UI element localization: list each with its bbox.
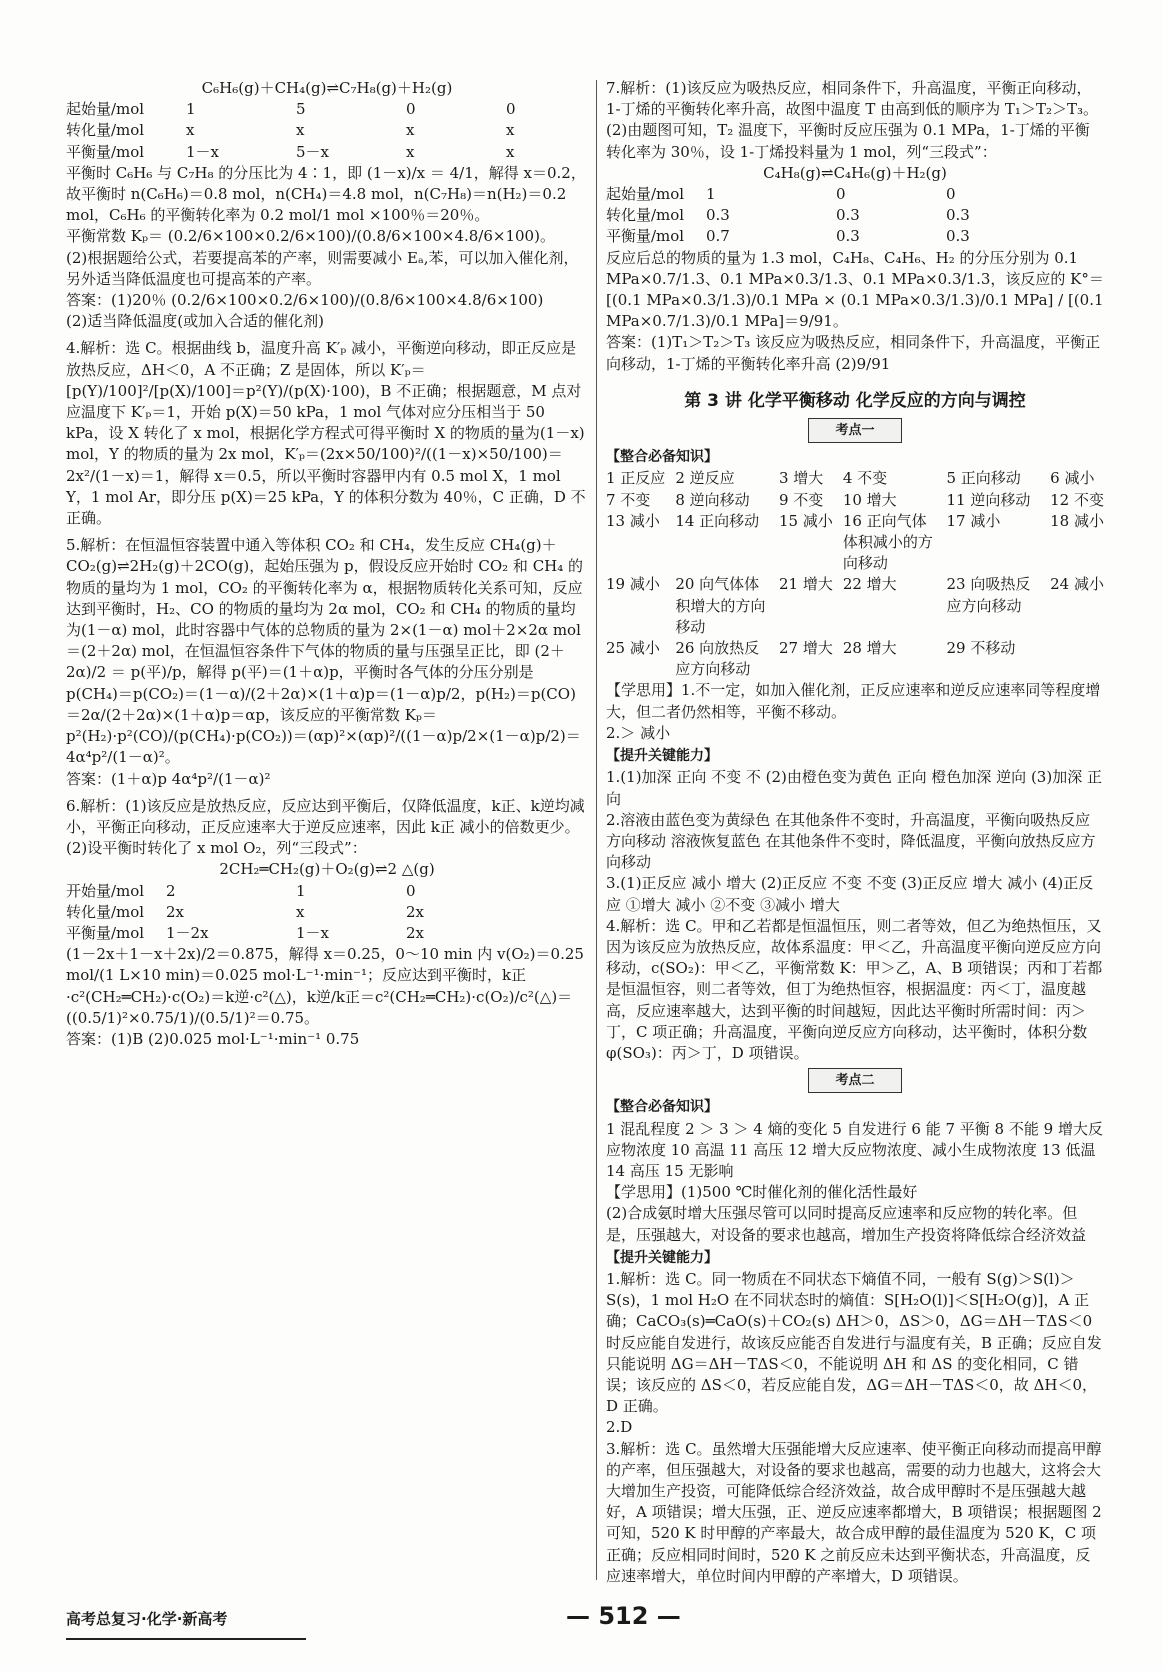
footer-title: 高考总复习·化学·新高考 xyxy=(66,1610,228,1628)
question-6-part3: (1－2x＋1－x＋2x)/2＝0.875，解得 x＝0.25，0～10 min 内 v(O₂)＝0.25 mol/(1 L×10 min)＝0.025 mol·L⁻¹·min⁻¹；反应达到平衡时，k正·c²(CH₂═CH₂)·c(O₂)＝k逆·c²(△)，k逆/k正＝c²(CH₂═CH₂)·c(O₂)/c²(△)＝((0.5/1)²×0.75/1)/(0.5/1)²＝0.75。 xyxy=(66,945,584,1027)
table-cell: x xyxy=(506,121,515,140)
three-stage-table-6 xyxy=(66,881,588,945)
table-cell: 0.3 xyxy=(946,206,970,225)
table-cell: 2 xyxy=(166,881,176,900)
table-cell: 平衡量/mol xyxy=(66,923,145,942)
knowledge-blank-item: 12 不变 xyxy=(1050,490,1104,509)
table-cell: 0 xyxy=(836,185,846,204)
question-7-part3: 反应后总的物质的量为 1.3 mol，C₄H₈、C₄H₆、H₂ 的分压分别为 0.1 MPa×0.7/1.3、0.1 MPa×0.3/1.3、0.1 MPa×0.3/1.3，该反应的 K°＝[(0.1 MPa×0.3/1.3)/0.1 MPa × (0.1 MPa×0.3/1.3)/0.1 MPa] / [(0.1 MPa×0.7/1.3)/0.1 MPa]＝9/91。 xyxy=(606,248,1104,331)
ability-1: 1.(1)加深 正向 不变 不 (2)由橙色变为黄色 正向 橙色加深 逆向 (3)加深 正向 xyxy=(606,768,1102,808)
knowledge-blank-item: 29 不移动 xyxy=(946,639,1016,658)
knowledge-blank-item: 19 减小 xyxy=(606,575,660,594)
table-cell: 平衡量/mol xyxy=(606,227,685,246)
knowledge-blank-item: 3 增大 xyxy=(778,469,824,488)
table-cell: 1－x xyxy=(296,923,330,942)
knowledge-blank-item: 15 减小 xyxy=(778,511,833,530)
table-cell: 1 xyxy=(296,881,306,900)
question-6-part2: (2)设平衡时转化了 x mol O₂，列“三段式”： xyxy=(66,839,367,858)
section-ability-2: 【提升关键能力】 xyxy=(606,1249,718,1266)
answer-5: 答案：(1＋α)p 4α⁴p²/(1－α)² xyxy=(66,769,271,788)
table-cell: 1－2x xyxy=(166,923,209,942)
footer-rule xyxy=(66,1638,306,1640)
section-knowledge-1: 【整合必备知识】 xyxy=(606,449,718,466)
knowledge-blank-item: 24 减小 xyxy=(1050,575,1104,594)
kaodian-1-badge: 考点一 xyxy=(808,418,902,443)
knowledge-blank-item: 1 正反应 xyxy=(606,469,666,488)
answer-3a: 答案：(1)20％ (0.2/6×100×0.2/6×100)/(0.8/6×100×4.8/6×100) xyxy=(66,291,544,310)
knowledge-blank-item: 21 增大 xyxy=(778,575,833,594)
knowledge-blank-item: 14 正向移动 xyxy=(675,511,760,530)
knowledge-blank-item: 7 不变 xyxy=(606,490,651,509)
table-cell: 0.3 xyxy=(946,227,970,246)
xuesiyong-4: (2)合成氨时增大压强尽管可以同时提高反应速率和反应物的转化率。但是，压强越大，对设备的要求也越高，增加生产投资将降低综合经济效益 xyxy=(606,1204,1087,1244)
xuesiyong-1: 【学思用】1.不一定，如加入催化剂，正反应速率和逆反应速率同等程度增大，但二者仍然相等，平衡不移动。 xyxy=(606,681,1101,721)
ability-2-1: 1.解析：选 C。同一物质在不同状态下熵值不同，一般有 S(g)＞S(l)＞S(s)，1 mol H₂O 在不同状态时的熵值：S[H₂O(l)]＜S[H₂O(g)]，A 正确；CaCO₃(s)═CaO(s)＋CO₂(s) ΔH＞0，ΔS＞0，ΔG＝ΔH－TΔS＜0 时反应能自发进行，故该反应能否自发进行与温度有关，B 正确；反应自发只能说明 ΔG＝ΔH－TΔS＜0，不能说明 ΔH 和 ΔS 的变化相同，C 错误；该反应的 ΔS＜0，若反应能自发，ΔG＝ΔH－TΔS＜0，故 ΔH＜0，D 正确。 xyxy=(606,1269,1102,1416)
answer-3b: (2)适当降低温度(或加入合适的催化剂) xyxy=(66,312,324,331)
section-knowledge-2: 【整合必备知识】 xyxy=(606,1099,718,1116)
table-cell: 2x xyxy=(406,923,425,942)
three-stage-table-1 xyxy=(66,99,588,163)
knowledge-blank-item: 23 向吸热反应方向移动 xyxy=(946,575,1031,615)
table-cell: x xyxy=(296,902,305,921)
paragraph-partial-pressure: 平衡时 C₆H₆ 与 C₇H₈ 的分压比为 4∶1，即 (1－x)/x ＝ 4/1，解得 x＝0.2，故平衡时 n(C₆H₆)＝0.8 mol，n(CH₄)＝4.8 mol，n(C₇H₈)＝n(H₂)＝0.2 mol，C₆H₆ 的平衡转化率为 0.2 mol/1 mol ×100％＝20％。 xyxy=(66,163,586,225)
section-ability-1: 【提升关键能力】 xyxy=(606,748,718,765)
table-cell: 0 xyxy=(506,100,516,119)
table-cell: x xyxy=(406,121,415,140)
table-cell: 0 xyxy=(406,100,416,119)
ability-2-3: 3.解析：选 C。虽然增大压强能增大反应速率、使平衡正向移动而提高甲醇的产率，但压强越大，对设备的要求也越高，需要的动力也越大，这将会大大增加生产投资，可能降低综合经济效益，故合成甲醇时不是压强越大越好，A 项错误；增大压强，正、逆反应速率都增大，B 项错误；根据题图 2 可知，520 K 时甲醇的产率最大，故合成甲醇的最佳温度为 520 K，C 项正确；反应相同时间时，520 K 之前反应未达到平衡状态，升高温度，反应速率增大，单位时间内甲醇的产率增大，D 项错误。 xyxy=(606,1439,1102,1585)
xuesiyong-3: 【学思用】(1)500 ℃时催化剂的催化活性最好 xyxy=(606,1183,918,1202)
table-cell: x xyxy=(506,142,515,161)
reaction-equation-1: C₆H₆(g)＋CH₄(g)⇌C₇H₈(g)＋H₂(g) xyxy=(201,79,453,97)
table-cell: x xyxy=(296,121,305,140)
knowledge-blank-item: 17 减小 xyxy=(946,511,1001,530)
table-cell: 0.3 xyxy=(836,206,860,225)
knowledge-blank-item: 22 增大 xyxy=(842,575,897,594)
answer-6: 答案：(1)B (2)0.025 mol·L⁻¹·min⁻¹ 0.75 xyxy=(66,1029,360,1048)
knowledge-blank-item: 8 逆向移动 xyxy=(675,490,750,509)
question-7-part1: 7.解析：(1)该反应为吸热反应，相同条件下，升高温度，平衡正向移动，1-丁烯的平衡转化率升高，故图中温度 T 由高到低的顺序为 T₁＞T₂＞T₃。 xyxy=(606,79,1098,119)
knowledge-blank-item: 18 减小 xyxy=(1050,511,1104,530)
question-6-part1: 6.解析：(1)该反应是放热反应，反应达到平衡后，仅降低温度，k正、k逆均减小，平衡正向移动，正反应速率大于逆反应速率，因此 k正 减小的倍数更少。 xyxy=(66,796,585,836)
question-7-part2: (2)由题图可知，T₂ 温度下，平衡时反应压强为 0.1 MPa，1-丁烯的平衡转化率为 30％，设 1-丁烯投料量为 1 mol，列“三段式”： xyxy=(606,121,1090,161)
table-cell: 1－x xyxy=(186,142,220,161)
knowledge-blank-item: 4 不变 xyxy=(842,469,888,488)
knowledge-blank-item: 13 减小 xyxy=(606,511,660,530)
question-4-analysis: 4.解析：选 C。根据曲线 b，温度升高 K′ₚ 减小，平衡逆向移动，即正反应是放热反应，ΔH＜0，A 不正确；Z 是固体，所以 K′ₚ＝[p(Y)/100]²/[p(X)/100]＝p²(Y)/(p(X)·100)，B 不正确；根据题意，M 点对应温度下 K′ₚ＝1，开始 p(X)＝50 kPa，1 mol 气体对应分压相当于 50 kPa，设 X 转化了 x mol，根据化学方程式可得平衡时 X 的物质的量为(1－x) mol，Y 的物质的量为 2x mol，K′ₚ＝(2x×50/100)²/((1－x)×50/100)＝2x²/(1－x)＝1，解得 x＝0.5，所以平衡时容器甲内有 0.5 mol X，1 mol Y，1 mol Ar，即分压 p(X)＝25 kPa，Y 的体积分数为 40％，C 正确，D 不正确。 xyxy=(66,339,586,528)
table-cell: 转化量/mol xyxy=(66,121,145,140)
table-cell: 起始量/mol xyxy=(66,100,145,119)
table-cell: 0 xyxy=(406,881,416,900)
ability-3: 3.(1)正反应 减小 增大 (2)正反应 不变 不变 (3)正反应 增大 减小 (4)正反应 ①增大 减小 ②不变 ③减小 增大 xyxy=(606,874,1094,914)
answer-7: 答案：(1)T₁＞T₂＞T₃ 该反应为吸热反应，相同条件下，升高温度，平衡正向移动，1-丁烯的平衡转化率升高 (2)9/91 xyxy=(606,333,1101,373)
knowledge-blank-item: 27 增大 xyxy=(778,639,833,658)
knowledge-blank-item: 25 减小 xyxy=(606,639,660,658)
table-cell: 平衡量/mol xyxy=(66,142,145,161)
knowledge-blanks-2: 1 混乱程度 2 ＞ 3 ＞ 4 熵的变化 5 自发进行 6 能 7 平衡 8 不能 9 增大反应物浓度 10 高温 11 高压 12 增大反应物浓度、减小生成物浓度 13 低温 14 高压 15 无影响 xyxy=(606,1119,1103,1180)
table-cell: 1 xyxy=(186,100,196,119)
three-stage-table-7 xyxy=(606,184,1104,248)
reaction-equation-7: C₄H₈(g)⇌C₄H₆(g)＋H₂(g) xyxy=(763,163,947,182)
table-cell: 0.3 xyxy=(706,206,730,225)
table-cell: 起始量/mol xyxy=(606,185,685,204)
left-column xyxy=(66,78,588,1050)
paragraph-kp: 平衡常数 Kₚ＝ (0.2/6×100×0.2/6×100)/(0.8/6×100×4.8/6×100)。 xyxy=(66,227,555,246)
ability-2-2: 2.D xyxy=(606,1418,633,1437)
table-cell: 5－x xyxy=(296,142,330,161)
knowledge-blank-item: 9 不变 xyxy=(778,490,824,509)
page-footer xyxy=(66,1602,1106,1638)
knowledge-blank-item: 5 正向移动 xyxy=(946,469,1021,488)
table-cell: 5 xyxy=(296,100,306,119)
table-cell: 转化量/mol xyxy=(66,902,145,921)
table-cell: x xyxy=(406,142,415,161)
table-cell: 转化量/mol xyxy=(606,206,685,225)
kaodian-2-badge: 考点二 xyxy=(808,1068,902,1093)
knowledge-blank-item: 11 逆向移动 xyxy=(946,490,1031,509)
table-cell: 2x xyxy=(166,902,185,921)
knowledge-blanks-1 xyxy=(606,468,1104,680)
ability-4: 4.解析：选 C。甲和乙若都是恒温恒压，则二者等效，但乙为绝热恒压，又因为该反应为放热反应，故体系温度：甲＜乙，升高温度平衡向逆反应方向移动，c(SO₂)：甲＜乙，平衡常数 K：甲＞乙，A、B 项错误；丙和丁若都是恒温恒容，则二者等效，但丁为绝热恒容，根据温度：丙＜丁，温度越高，反应速率越大，达到平衡的时间越短，因此达平衡时所需时间：丙＞丁，C 项正确；升高温度，平衡向逆反应方向移动，达平衡时，体积分数 φ(SO₃)：丙＞丁，D 项错误。 xyxy=(606,916,1103,1062)
reaction-equation-6: 2CH₂═CH₂(g)＋O₂(g)⇌2 △(g) xyxy=(219,860,435,879)
xuesiyong-2: 2.＞ 减小 xyxy=(606,723,671,742)
ability-2: 2.溶液由蓝色变为黄绿色 在其他条件不变时，升高温度，平衡向吸热反应方向移动 溶液恢复蓝色 在其他条件不变时，降低温度，平衡向放热反应方向移动 xyxy=(606,810,1096,872)
table-cell: 1 xyxy=(706,185,716,204)
knowledge-blank-item: 10 增大 xyxy=(842,490,897,509)
knowledge-blank-item: 2 逆反应 xyxy=(675,469,735,488)
table-cell: 0.3 xyxy=(836,227,860,246)
table-cell: x xyxy=(186,121,195,140)
question-5-analysis: 5.解析：在恒温恒容装置中通入等体积 CO₂ 和 CH₄，发生反应 CH₄(g)＋CO₂(g)⇌2H₂(g)＋2CO(g)，起始压强为 p，假设反应开始时 CO₂ 和 CH₄ 的物质的量均为 1 mol，CO₂ 的平衡转化率为 α，根据物质转化关系可知，反应达到平衡时，H₂、CO 的物质的量均为 2α mol，CO₂ 和 CH₄ 的物质的量均为(1－α) mol，此时容器中气体的总物质的量为 2×(1－α) mol＋2×2α mol＝(2＋2α) mol，在恒温恒容条件下气体的物质的量与压强呈正比，即 (2＋2α)/2 ＝ p(平)/p，解得 p(平)＝(1＋α)p，平衡时各气体的分压分别是 p(CH₄)＝p(CO₂)＝(1－α)/(2＋2α)×(1＋α)p＝(1－α)p/2，p(H₂)＝p(CO)＝2α/(2＋2α)×(1＋α)p＝αp，该反应的平衡常数 Kₚ＝p²(H₂)·p²(CO)/(p(CH₄)·p(CO₂))＝(αp)²×(αp)²/((1－α)p/2×(1－α)p/2)＝4α⁴p²/(1－α)²。 xyxy=(66,536,584,767)
paragraph-catalyst: (2)根据题给公式，若要提高苯的产率，则需要减小 Eₐ,苯，可以加入催化剂，另外适当降低温度也可提高苯的产率。 xyxy=(66,248,579,288)
table-cell: 2x xyxy=(406,902,425,921)
knowledge-blank-item: 6 减小 xyxy=(1050,469,1095,488)
knowledge-blank-item: 16 正向气体体积减小的方向移动 xyxy=(842,511,933,573)
page-number: — 512 — xyxy=(566,1602,681,1630)
table-cell: 开始量/mol xyxy=(66,881,145,900)
knowledge-blank-item: 28 增大 xyxy=(842,639,897,658)
knowledge-blank-item: 20 向气体体积增大的方向移动 xyxy=(675,575,766,636)
table-cell: 0.7 xyxy=(706,227,730,246)
column-divider xyxy=(596,80,597,1580)
lecture-title: 第 3 讲 化学平衡移动 化学反应的方向与调控 xyxy=(684,390,1026,411)
right-column xyxy=(606,78,1104,1587)
table-cell: 0 xyxy=(946,185,956,204)
knowledge-blank-item: 26 向放热反应方向移动 xyxy=(675,639,760,679)
